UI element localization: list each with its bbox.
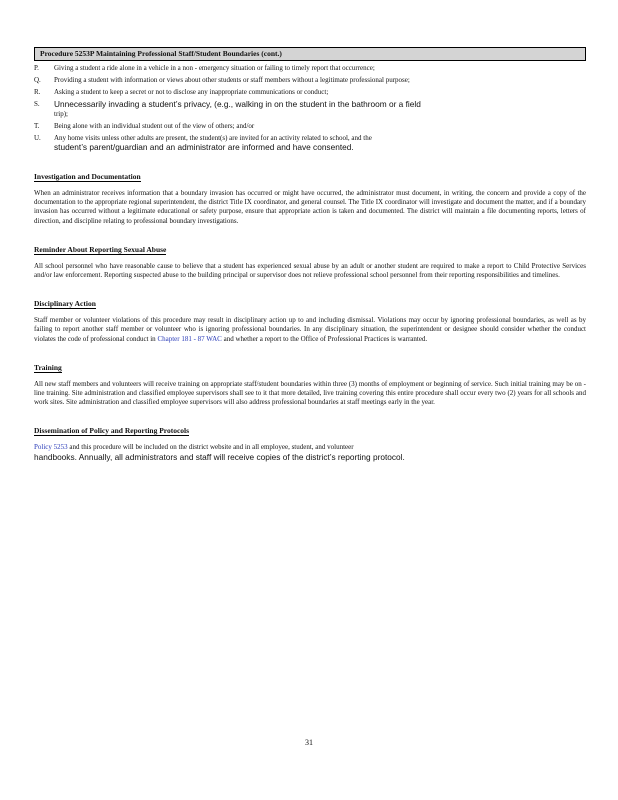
list-text: Asking a student to keep a secret or not to disclose any inappropriate communications or conduct; — [54, 88, 329, 96]
training-heading: Training — [34, 362, 62, 372]
disciplinary-text-after: and whether a report to the Office of Professional Practices is warranted. — [223, 334, 428, 343]
list-text-large: Unnecessarily invading a student’s privacy, (e.g., walking in on the student in the bathroom or a field — [54, 99, 421, 109]
wac-chapter-link[interactable]: Chapter 181 - 87 WAC — [157, 334, 222, 343]
dissemination-text-small: and this procedure will be included on the district website and in all employee, student, and volunteer — [69, 443, 354, 452]
page-number: 31 — [305, 738, 313, 747]
list-text: Any home visits unless other adults are present, the student(s) are invited for an activity related to school, and the — [54, 134, 372, 142]
list-letter: R. — [34, 88, 41, 96]
list-item-r — [34, 88, 586, 97]
list-letter: T. — [34, 122, 40, 130]
boundary-list — [34, 64, 586, 153]
list-letter: Q. — [34, 76, 41, 84]
list-item-u — [34, 134, 586, 153]
list-text: Being alone with an individual student out of the view of others; and/or — [54, 122, 255, 130]
list-text: Providing a student with information or views about other students or staff members without a legitimate professional purpose; — [54, 76, 410, 84]
dissemination-paragraph — [34, 443, 586, 462]
investigation-paragraph: When an administrator receives information that a boundary invasion has occurred or might have occurred, the administrator must document, in writing, the concern and provide a copy of the documentation to the appropriate regional superintendent, the district Title IX coordinator, and general counsel. The Title IX coordinator will investigate and document the matter, and if a boundary invasion has occurred without a legitimate educational or safety purpose, ensure that appropriate action is taken and documented. The district will maintain a file documenting reports, letters of direction, and discipline relating to professional boundary investigations. — [34, 189, 586, 225]
dissemination-heading: Dissemination of Policy and Reporting Protocols — [34, 426, 190, 436]
list-text-large: student’s parent/guardian and an administrator are informed and have consented. — [54, 142, 354, 152]
reminder-paragraph: All school personnel who have reasonable cause to believe that a student has experienced sexual abuse by an adult or another student are required to make a report to Child Protective Services and/or law enforcement. Reporting suspected abuse to the building principal or supervisor does not relieve professional school personnel from their reporting responsibilities and timelines. — [34, 261, 586, 280]
training-paragraph: All new staff members and volunteers will receive training on appropriate staff/student boundaries within three (3) months of employment or beginning of service. Such initial training may be on - line training. Site administration and classified employee supervisors shall see to it that more detailed, live training covering this entire procedure shall occur every two (2) years for all schools and work sites. Site administration and classified employee supervisors will also address professional boundaries at staff meetings early in the year. — [34, 379, 586, 407]
list-item-t — [34, 122, 586, 131]
policy-5253-link[interactable]: Policy 5253 — [34, 443, 68, 452]
list-text: Giving a student a ride alone in a vehicle in a non - emergency situation or failing to timely report that occurrence; — [54, 64, 375, 72]
list-letter: S. — [34, 100, 40, 108]
reminder-heading: Reminder About Reporting Sexual Abuse — [34, 244, 167, 254]
investigation-heading: Investigation and Documentation — [34, 172, 141, 181]
disciplinary-heading: Disciplinary Action — [34, 299, 96, 309]
procedure-header-bar — [34, 47, 586, 61]
list-item-p — [34, 64, 586, 73]
list-item-s — [34, 100, 586, 119]
dissemination-text-large: handbooks. Annually, all administrators and staff will receive copies of the district’s reporting protocol. — [34, 451, 405, 462]
list-letter: U. — [34, 134, 41, 142]
document-page — [34, 47, 586, 463]
list-letter: P. — [34, 64, 39, 72]
procedure-title: Procedure 5253P Maintaining Professional Staff/Student Boundaries (cont.) — [40, 49, 282, 58]
disciplinary-text-before: Staff member or volunteer violations of this procedure may result in disciplinary action up to and including dismissal. Violations may occur by ignoring professional boundaries, as well as by failing to report another staff member or volunteer who is ignoring professional boundaries. In any disciplinary situation, the superintendent or designee should consider whether the conduct violates the code of professional conduct in — [34, 316, 586, 343]
list-text-small: trip); — [54, 110, 68, 118]
list-item-q — [34, 76, 586, 85]
disciplinary-paragraph — [34, 316, 586, 344]
